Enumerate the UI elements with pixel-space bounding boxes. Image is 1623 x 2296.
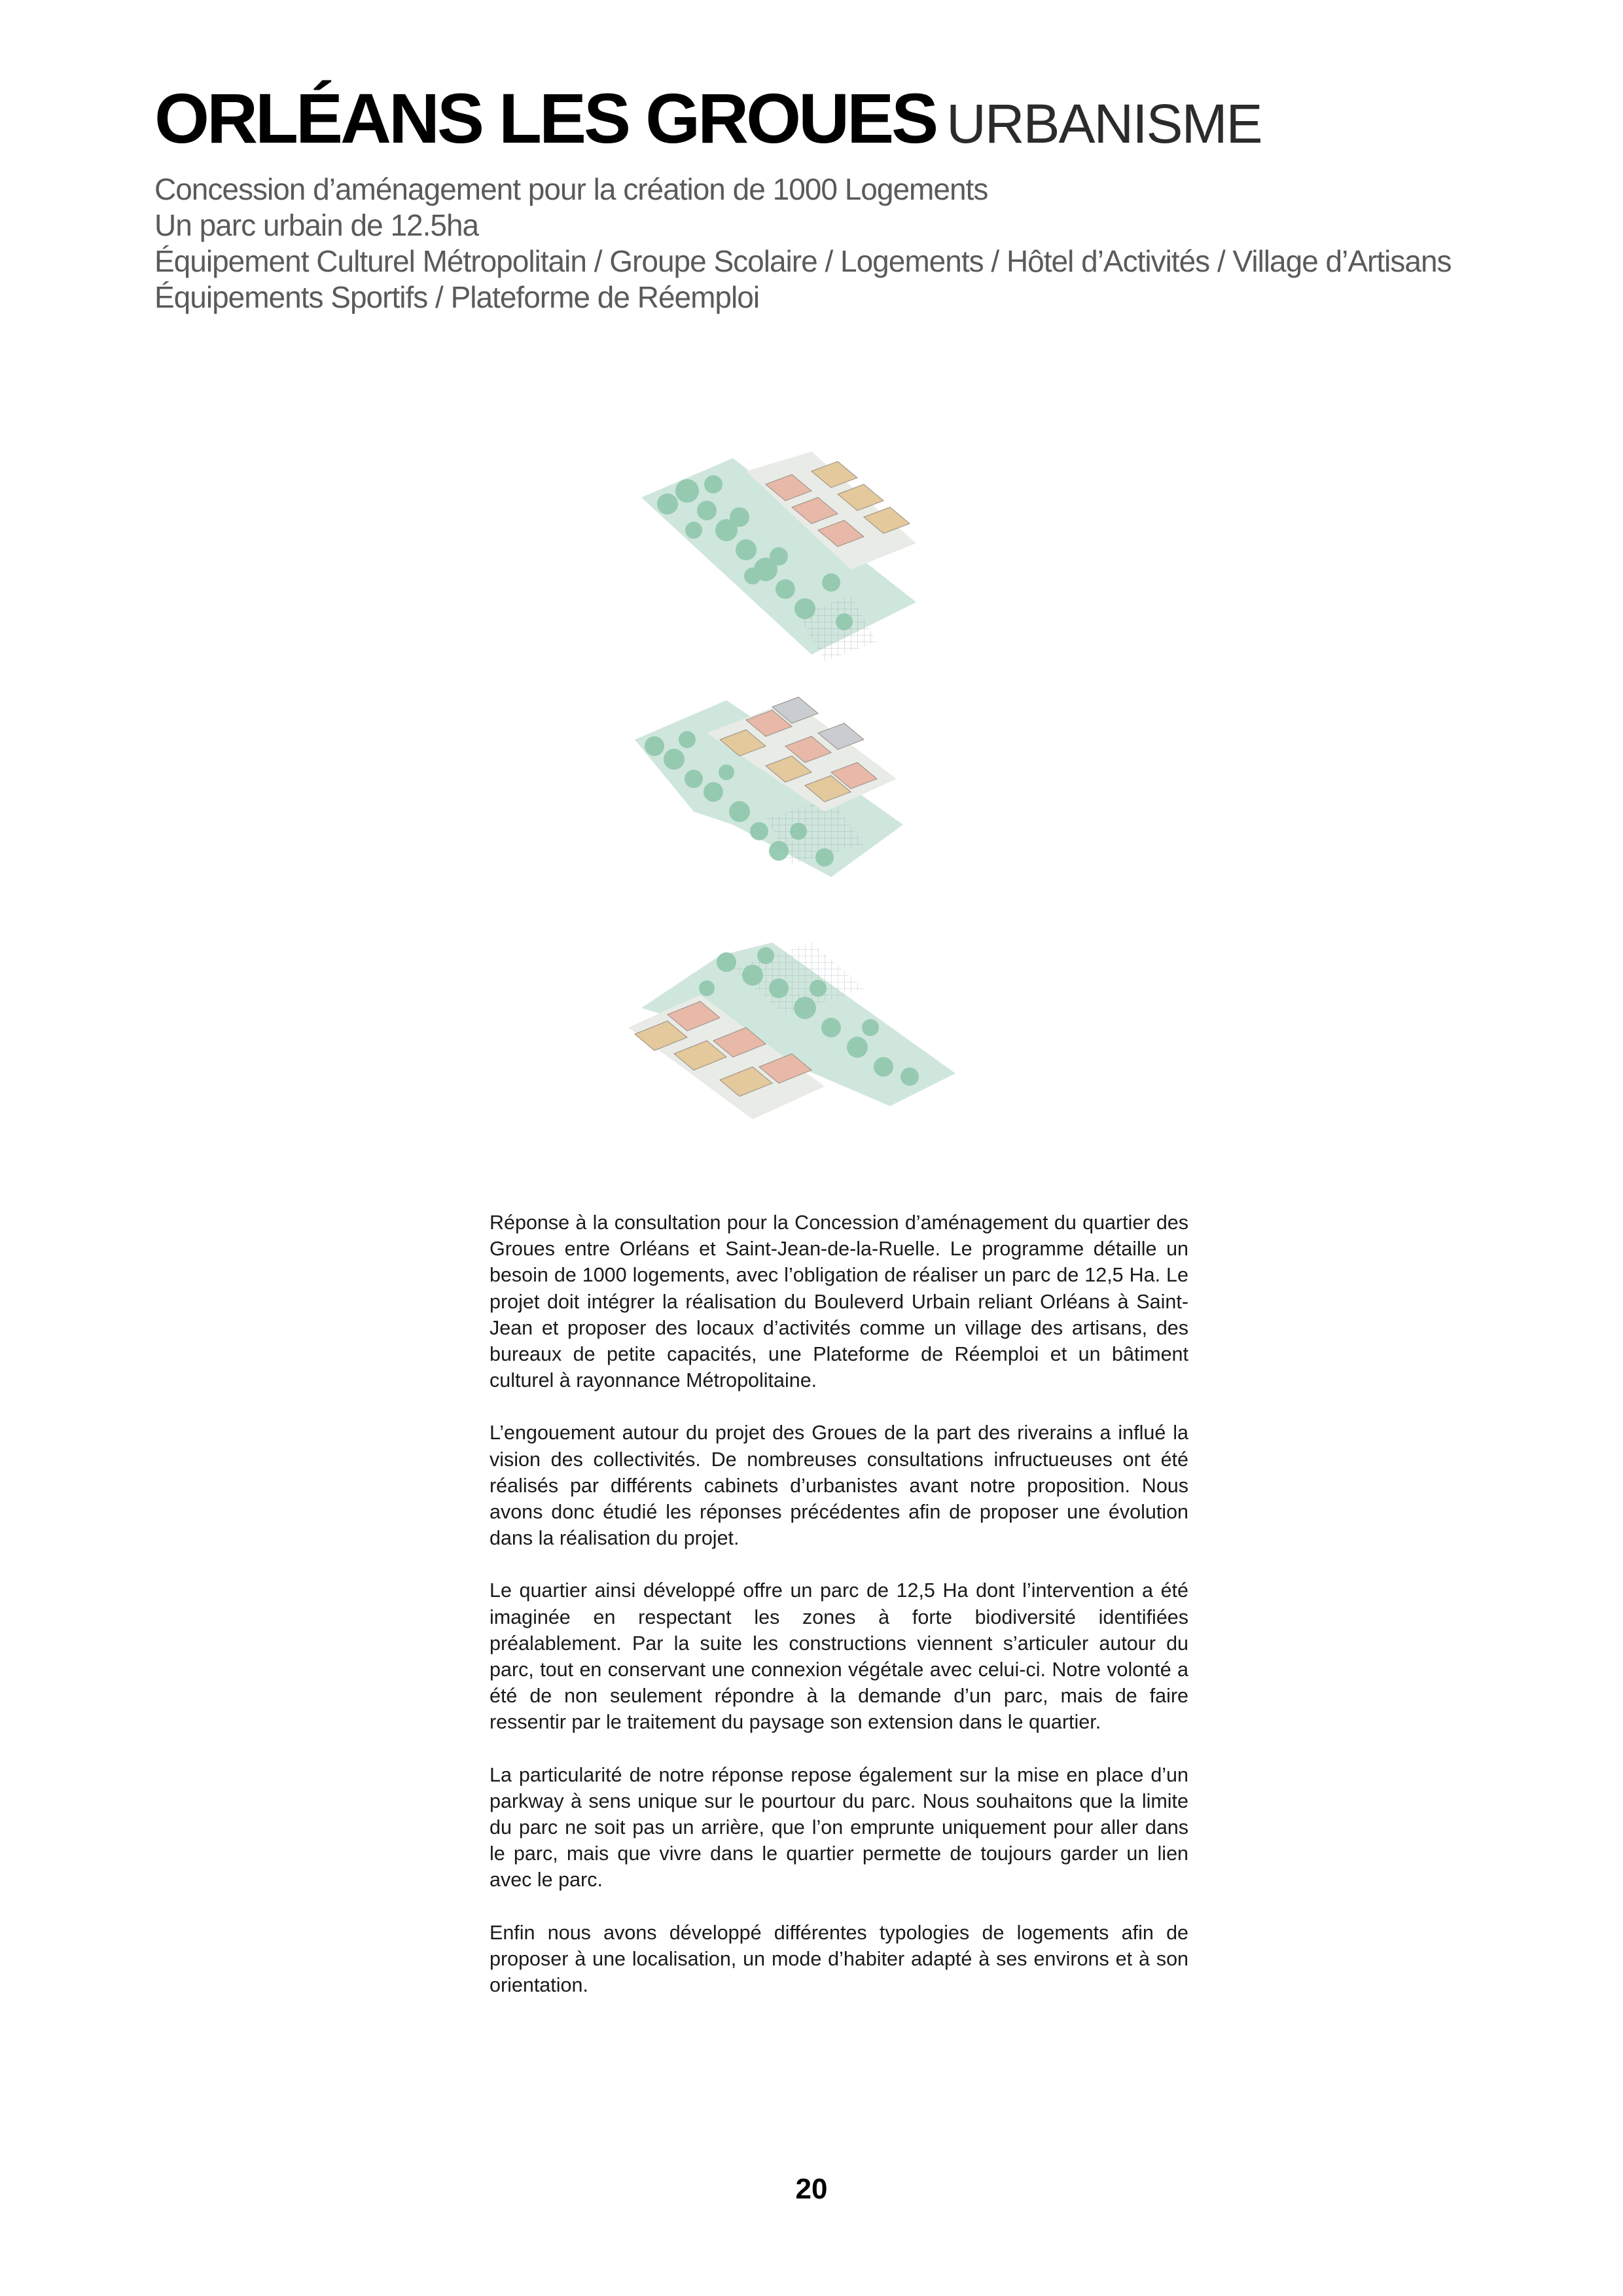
axonometric-drawings — [615, 445, 982, 1165]
axonometric-phase-3-icon — [628, 942, 955, 1119]
summary-line: Équipements Sportifs / Plateforme de Réemploi — [154, 280, 760, 314]
axonometric-illustrations — [615, 445, 982, 1165]
axonometric-phase-1-icon — [641, 452, 916, 661]
description-paragraph: Réponse à la consultation pour la Concession d’aménagement du quartier des Groues entre Orléans et Saint-Jean-de-la-Ruelle. Le programme détaille un besoin de 1000 logements, avec l’obligation de réaliser un parc de 12,5 Ha. Le projet doit intégrer la réalisation du Bouleverd Urbain reliant Orléans à Saint-Jean et proposer des locaux d’activités comme un village des artisans, des bureaux de petite capacités, une Plateforme de Réemploi et un bâtiment culturel à rayonnance Métropolitaine. — [490, 1211, 1188, 1392]
summary-line: Équipement Culturel Métropolitain / Groupe Scolaire / Logements / Hôtel d’Activités / Village d’Artisans — [154, 244, 1452, 278]
axonometric-phase-2-icon — [635, 697, 903, 877]
description-paragraph: Le quartier ainsi développé offre un parc de 12,5 Ha dont l’intervention a été imaginée en respectant les zones à forte biodiversité identifiées préalablement. Par la suite les constructions viennent s’articuler autour du parc, tout en conservant une connexion végétale avec celui-ci. Notre volonté a été de non seulement répondre à la demande d’un parc, mais de faire ressentir par le traitement du paysage son extension dans le quartier. — [490, 1579, 1188, 1734]
page-number: 20 — [795, 2173, 828, 2205]
project-category: URBANISME — [946, 93, 1262, 154]
project-description — [490, 1210, 1188, 2024]
summary-line: Concession d’aménagement pour la création de 1000 Logements — [154, 172, 988, 206]
description-paragraph: Enfin nous avons développé différentes typologies de logements afin de proposer à une localisation, un mode d’habiter adapté à ses environs et à son orientation. — [490, 1921, 1188, 1997]
page-title — [154, 77, 1262, 159]
description-paragraph: L’engouement autour du projet des Groues de la part des riverains a influé la vision des collectivités. De nombreuses consultations infructueuses ont été réalisés par différents cabinets d’urbanistes avant notre proposition. Nous avons donc étudié les réponses précédentes afin de proposer une évolution dans la réalisation du projet. — [490, 1422, 1188, 1550]
project-title: ORLÉANS LES GROUES — [154, 79, 936, 158]
project-summary — [154, 171, 1496, 315]
description-paragraph: La particularité de notre réponse repose également sur la mise en place d’un parkway à sens unique sur le pourtour du parc. Nous souhaitons que la limite du parc ne soit pas un arrière, que l’on emprunte uniquement pour aller dans le parc, mais que vivre dans le quartier permette de toujours garder un lien avec le parc. — [490, 1763, 1188, 1892]
summary-line: Un parc urbain de 12.5ha — [154, 208, 479, 242]
